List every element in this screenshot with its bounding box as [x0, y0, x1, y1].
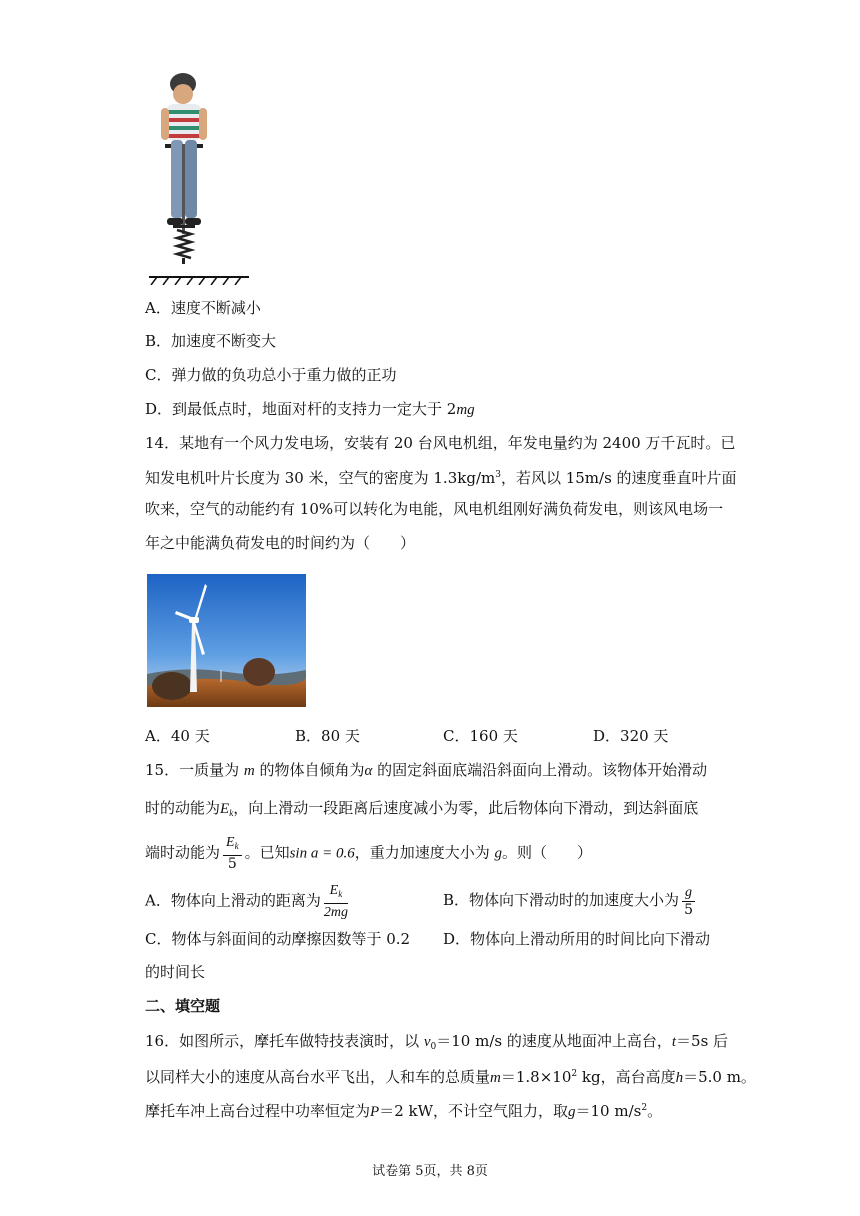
q15-line-3: 端时动能为 $\frac{E_k}{5}$ 。已知sin a = 0.6，重力加速度大小为 g。则（ ） [145, 835, 593, 872]
q13-option-b: B．加速度不断变大 [145, 332, 277, 350]
page-footer: 试卷第 5页，共 8页 [372, 1164, 488, 1179]
q16-line-1: 16．如图所示，摩托车做特技表演时，以 $v_0=10$ m/s 的速度从地面冲上高台，t＝5s 后 [145, 1032, 729, 1052]
q15-line-1: 15．一质量为 m 的物体自倾角为α 的固定斜面底端沿斜面向上滑动。该物体开始滑动 [145, 761, 708, 779]
q15-option-d: D．物体向上滑动所用的时间比向下滑动 [443, 930, 711, 948]
q16-line-2: 以同样大小的速度从高台水平飞出，人和车的总质量$m=1.8\times 10^2$ kg，高台高度h＝5.0 m。 [145, 1068, 756, 1086]
q14-line-1: 14．某地有一个风力发电场，安装有 20 台风电机组，年发电量约为 2400 万千瓦时。已 [145, 434, 736, 452]
section-heading-fill-in: 二、填空题 [145, 997, 221, 1015]
wind-turbine-photo [147, 574, 306, 707]
q13-option-d: D．到最低点时，地面对杆的支持力一定大于 2mg [145, 400, 475, 418]
q14-line-2: 知发电机叶片长度为 30 米，空气的密度为 $1.3kg/m^3$，若风以 15m/s 的速度垂直叶片面 [145, 469, 737, 487]
pogo-stick-figure [145, 70, 255, 285]
fraction-ek-over-5: $\frac{E_k}{5}$ [223, 834, 242, 873]
q16-line-3: 摩托车冲上高台过程中功率恒定为P＝2 kW，不计空气阻力，取g＝10 $m/s^2$。 [145, 1102, 663, 1120]
fraction-ek-over-2mg: $\frac{E_k}{2mg}$ [323, 883, 348, 920]
fraction-g-over-5: $\frac{g}{5}$ [682, 884, 695, 919]
q13-option-a: A．速度不断减小 [145, 299, 261, 317]
q15-option-c: C．物体与斜面间的动摩擦因数等于 0.2 [145, 930, 411, 948]
q13-option-c: C．弹力做的负功总小于重力做的正功 [145, 366, 397, 384]
q14-option-b: B．80 天 [295, 727, 360, 745]
q14-line-3: 吹来，空气的动能约有 10%可以转化为电能，风电机组刚好满负荷发电，则该风电场一 [145, 500, 724, 518]
q15-option-a: A．物体向上滑动的距离为 $\frac{E_k}{2mg}$ [145, 883, 348, 920]
q14-option-c: C．160 天 [443, 727, 518, 745]
q14-option-d: D．320 天 [593, 727, 669, 745]
q14-line-4: 年之中能满负荷发电的时间约为（ ） [145, 534, 416, 552]
q14-option-a: A．40 天 [145, 727, 210, 745]
q15-option-b: B．物体向下滑动时的加速度大小为 $\frac{g}{5}$ [443, 882, 698, 919]
q15-line-2: 时的动能为$E_k$，向上滑动一段距离后速度减小为零，此后物体向下滑动，到达斜面底 [145, 799, 699, 818]
q15-option-d-continued: 的时间长 [145, 963, 206, 981]
